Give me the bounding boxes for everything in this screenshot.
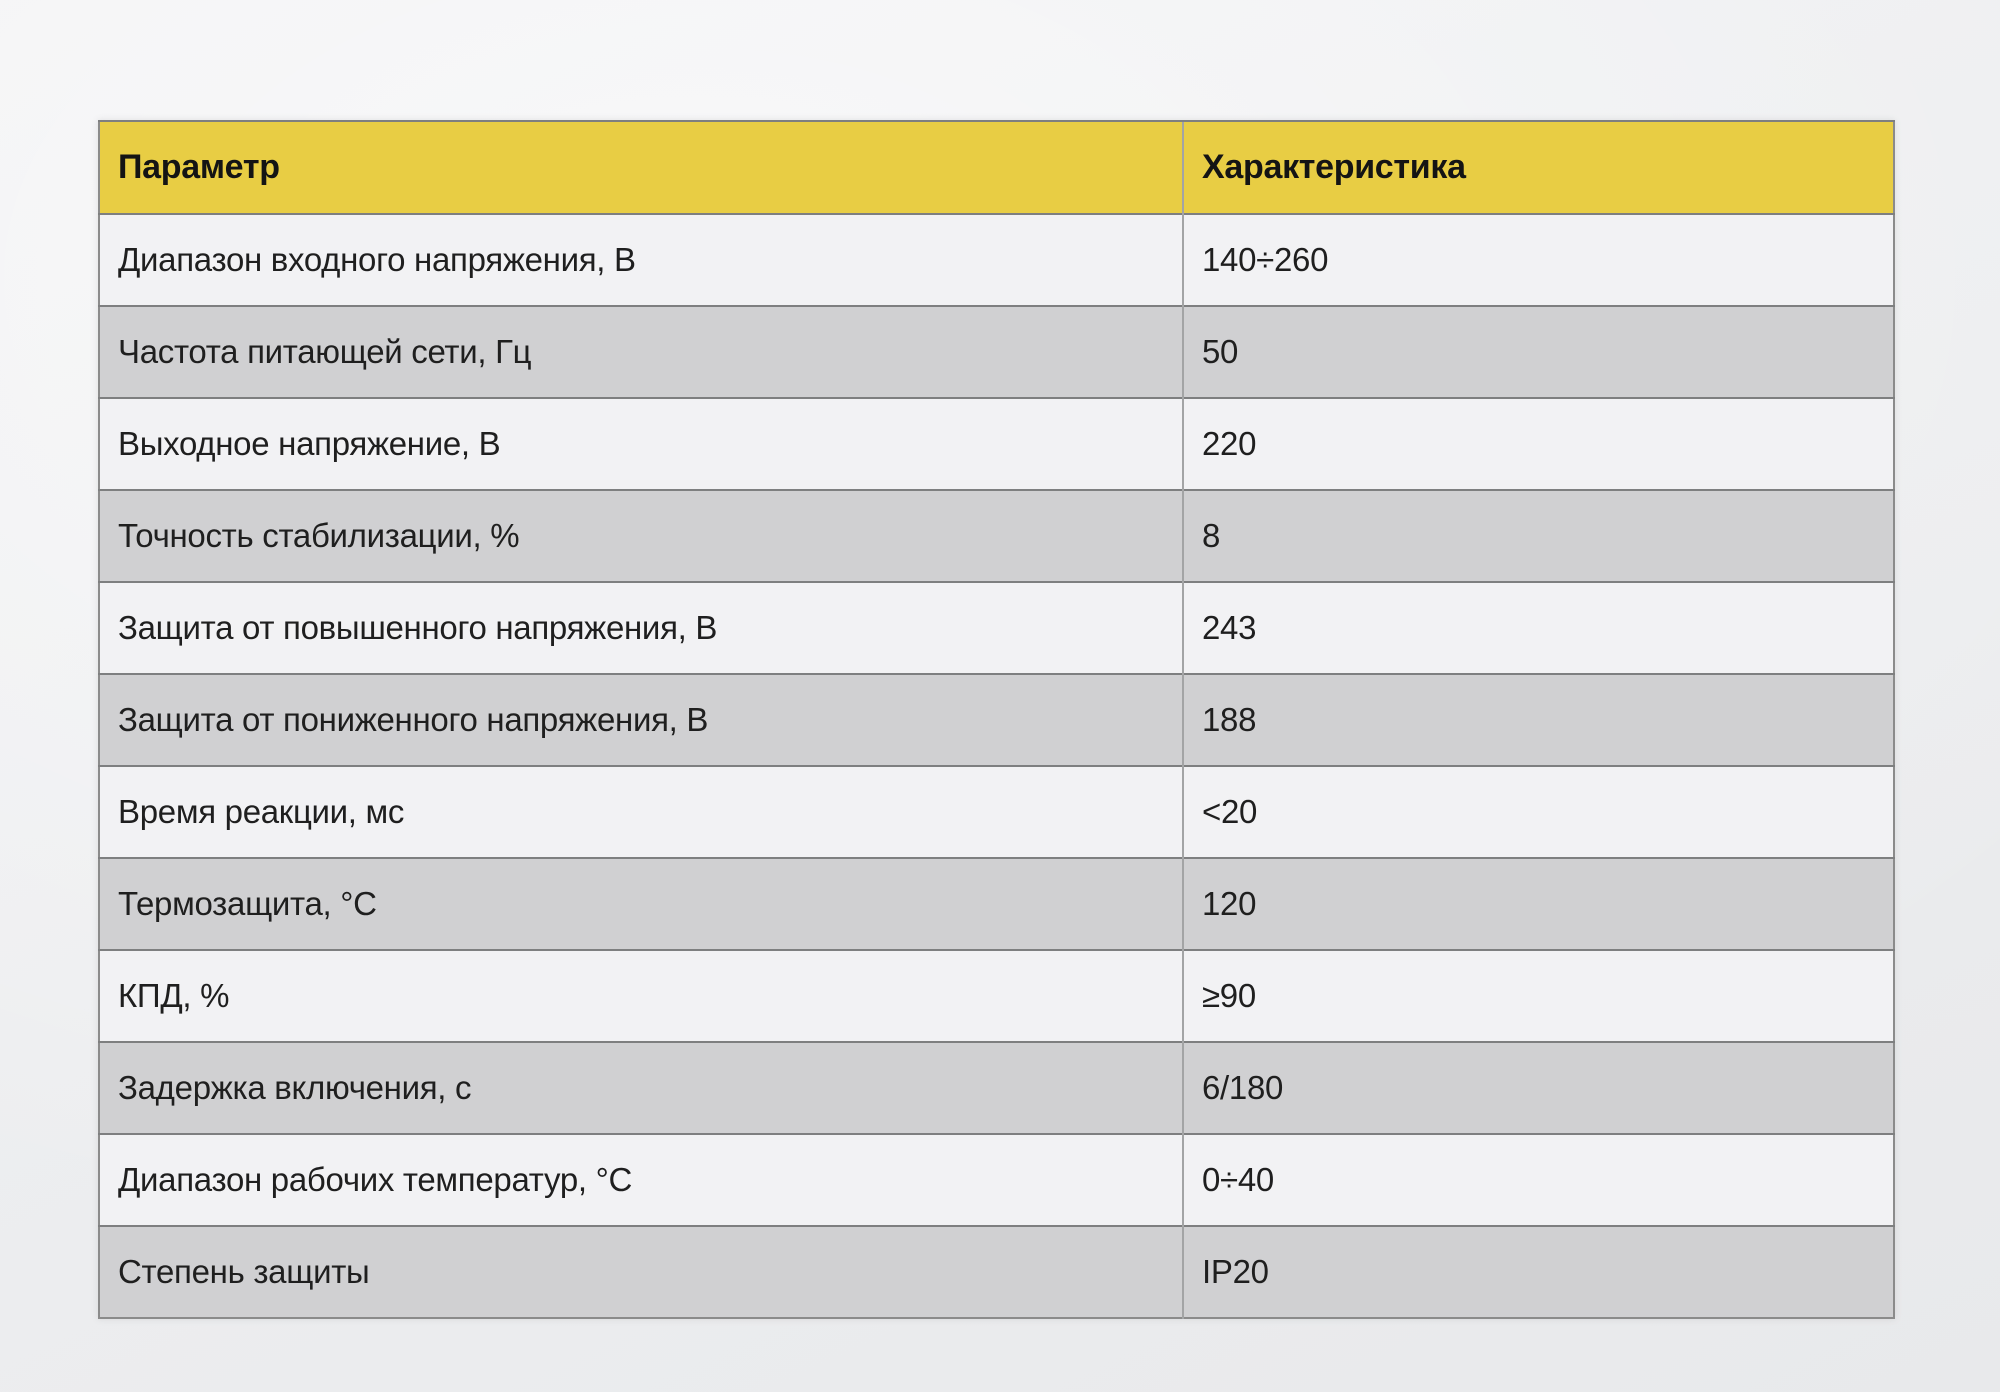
value-cell: 140÷260 [1183, 214, 1894, 306]
value-cell: 243 [1183, 582, 1894, 674]
value-cell: 6/180 [1183, 1042, 1894, 1134]
column-header-characteristic: Характеристика [1183, 121, 1894, 214]
table-row [99, 1134, 1894, 1226]
table-row [99, 674, 1894, 766]
table-row [99, 582, 1894, 674]
table-row [99, 490, 1894, 582]
table-row [99, 950, 1894, 1042]
value-cell: <20 [1183, 766, 1894, 858]
spec-table [98, 120, 1895, 1319]
param-cell: Диапазон входного напряжения, В [99, 214, 1183, 306]
param-cell: Термозащита, °С [99, 858, 1183, 950]
param-cell: Время реакции, мс [99, 766, 1183, 858]
value-cell: ≥90 [1183, 950, 1894, 1042]
param-cell: КПД, % [99, 950, 1183, 1042]
param-cell: Точность стабилизации, % [99, 490, 1183, 582]
table-body [99, 214, 1894, 1318]
value-cell: 50 [1183, 306, 1894, 398]
table-row [99, 766, 1894, 858]
table-row [99, 398, 1894, 490]
value-cell: 188 [1183, 674, 1894, 766]
value-cell: 8 [1183, 490, 1894, 582]
value-cell: 120 [1183, 858, 1894, 950]
value-cell: IP20 [1183, 1226, 1894, 1318]
table-row [99, 1226, 1894, 1318]
value-cell: 220 [1183, 398, 1894, 490]
param-cell: Защита от пониженного напряжения, В [99, 674, 1183, 766]
table-row [99, 306, 1894, 398]
param-cell: Степень защиты [99, 1226, 1183, 1318]
param-cell: Частота питающей сети, Гц [99, 306, 1183, 398]
param-cell: Задержка включения, с [99, 1042, 1183, 1134]
table-header-row [99, 121, 1894, 214]
param-cell: Выходное напряжение, В [99, 398, 1183, 490]
param-cell: Диапазон рабочих температур, °С [99, 1134, 1183, 1226]
param-cell: Защита от повышенного напряжения, В [99, 582, 1183, 674]
table-row [99, 858, 1894, 950]
column-header-parameter: Параметр [99, 121, 1183, 214]
table-row [99, 1042, 1894, 1134]
value-cell: 0÷40 [1183, 1134, 1894, 1226]
table-row [99, 214, 1894, 306]
